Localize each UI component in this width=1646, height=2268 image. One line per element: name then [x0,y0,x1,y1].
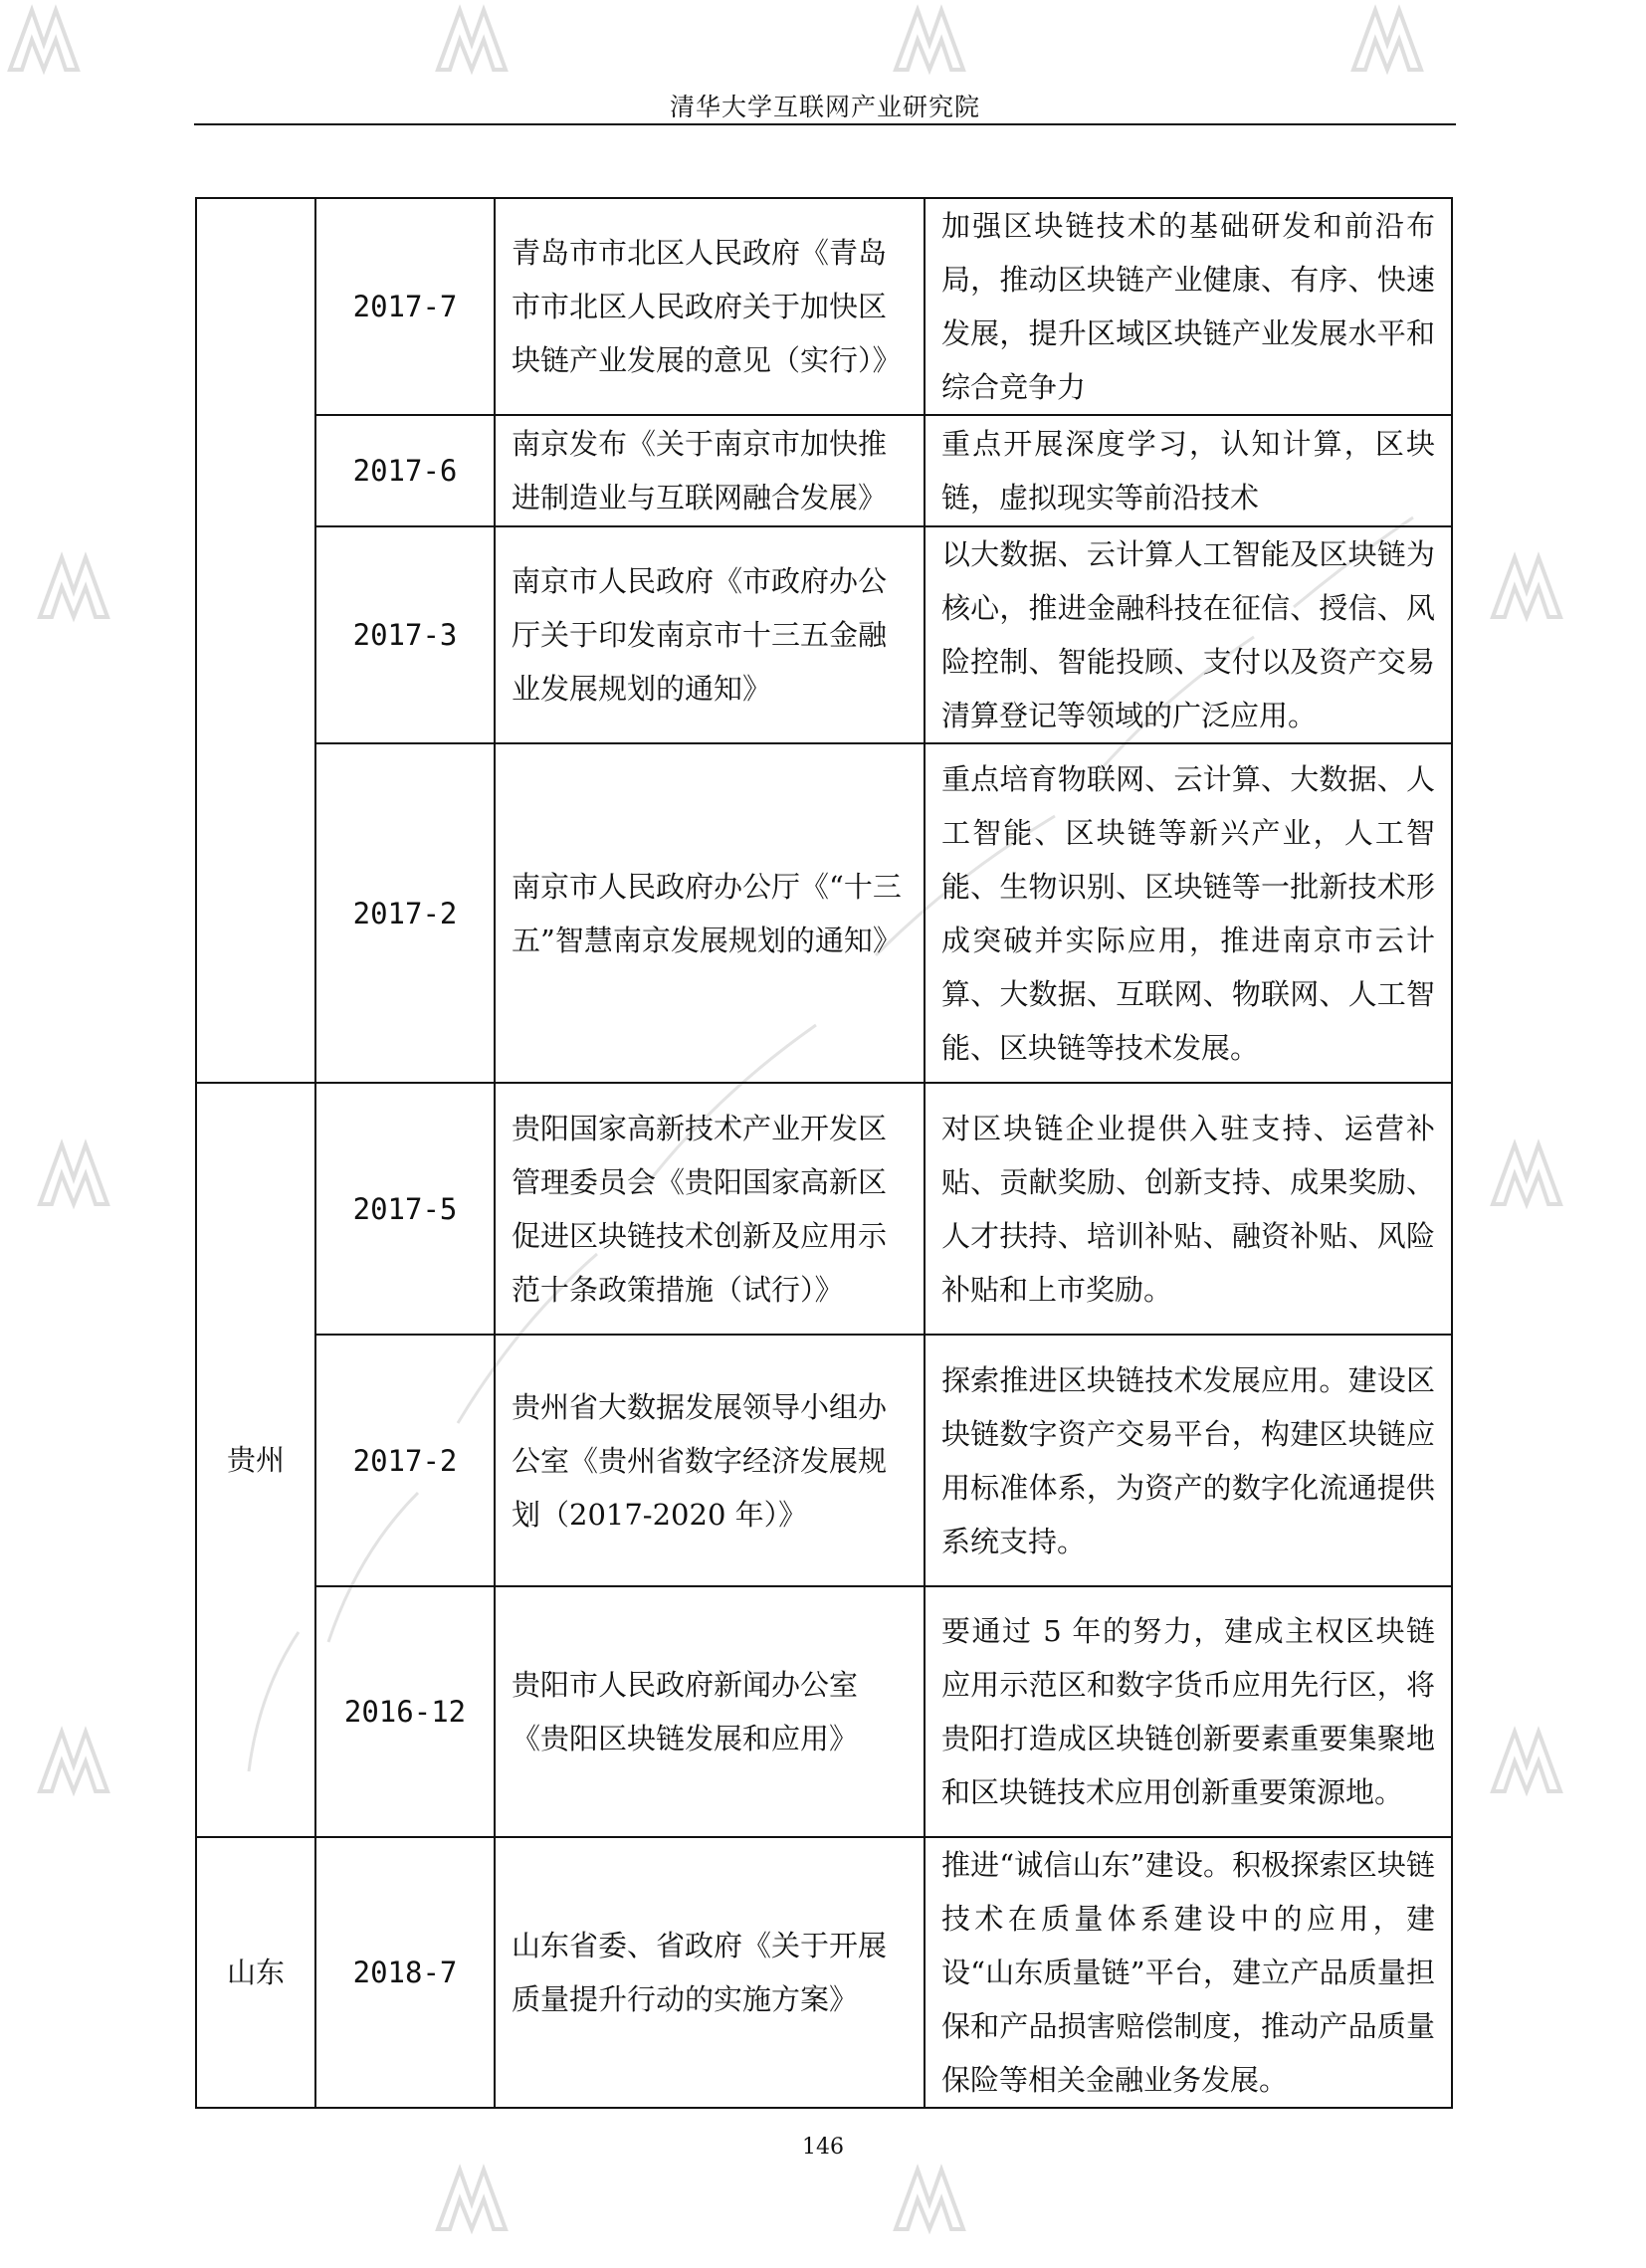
content-cell: 以大数据、云计算人工智能及区块链为核心，推进金融科技在征信、授信、风险控制、智能投顾、支付以及资产交易清算登记等领域的广泛应用。 [925,526,1452,743]
content-cell: 推进“诚信山东”建设。积极探索区块链技术在质量体系建设中的应用，建设“山东质量链”平台，建立产品质量担保和产品损害赔偿制度，推动产品质量保险等相关金融业务发展。 [925,1837,1452,2108]
table-row [196,1335,1452,1586]
region-cell: 贵州 [196,1083,315,1837]
date-cell: 2017-6 [315,415,495,526]
policy-cell: 南京发布《关于南京市加快推进制造业与互联网融合发展》 [495,415,925,526]
table-row [196,526,1452,743]
table-row [196,198,1452,415]
policy-table [195,197,1453,2109]
policy-cell: 南京市人民政府办公厅《“十三五”智慧南京发展规划的通知》 [495,743,925,1083]
table-row [196,743,1452,1083]
policy-cell: 贵州省大数据发展领导小组办公室《贵州省数字经济发展规划（2017-2020 年）》 [495,1335,925,1586]
date-cell: 2017-7 [315,198,495,415]
page-number: 146 [802,2135,844,2160]
content-cell: 对区块链企业提供入驻支持、运营补贴、贡献奖励、创新支持、成果奖励、人才扶持、培训补贴、融资补贴、风险补贴和上市奖励。 [925,1083,1452,1335]
date-cell: 2017-3 [315,526,495,743]
policy-cell: 贵阳市人民政府新闻办公室《贵阳区块链发展和应用》 [495,1586,925,1837]
policy-cell: 南京市人民政府《市政府办公厅关于印发南京市十三五金融业发展规划的通知》 [495,526,925,743]
region-cell: 山东 [196,1837,315,2108]
date-cell: 2017-2 [315,743,495,1083]
content-cell: 加强区块链技术的基础研发和前沿布局，推动区块链产业健康、有序、快速发展，提升区域区块链产业发展水平和综合竞争力 [925,198,1452,415]
content-cell: 要通过 5 年的努力，建成主权区块链应用示范区和数字货币应用先行区，将贵阳打造成区块链创新要素重要集聚地和区块链技术应用创新重要策源地。 [925,1586,1452,1837]
date-cell: 2016-12 [315,1586,495,1837]
page-header: 清华大学互联网产业研究院 [669,93,980,121]
table-row [196,1837,1452,2108]
content-cell: 重点开展深度学习，认知计算，区块链，虚拟现实等前沿技术 [925,415,1452,526]
date-cell: 2017-2 [315,1335,495,1586]
table-row [196,415,1452,526]
policy-cell: 山东省委、省政府《关于开展质量提升行动的实施方案》 [495,1837,925,2108]
date-cell: 2018-7 [315,1837,495,2108]
region-cell [196,198,315,1083]
table-row [196,1586,1452,1837]
content-cell: 探索推进区块链技术发展应用。建设区块链数字资产交易平台，构建区块链应用标准体系，为资产的数字化流通提供系统支持。 [925,1335,1452,1586]
policy-cell: 青岛市市北区人民政府《青岛市市北区人民政府关于加快区块链产业发展的意见（实行）》 [495,198,925,415]
content-cell: 重点培育物联网、云计算、大数据、人工智能、区块链等新兴产业，人工智能、生物识别、区块链等一批新技术形成突破并实际应用，推进南京市云计算、大数据、互联网、物联网、人工智能、区块链等技术发展。 [925,743,1452,1083]
policy-cell: 贵阳国家高新技术产业开发区管理委员会《贵阳国家高新区促进区块链技术创新及应用示范十条政策措施（试行）》 [495,1083,925,1335]
header-rule [194,123,1456,125]
table-row [196,1083,1452,1335]
date-cell: 2017-5 [315,1083,495,1335]
